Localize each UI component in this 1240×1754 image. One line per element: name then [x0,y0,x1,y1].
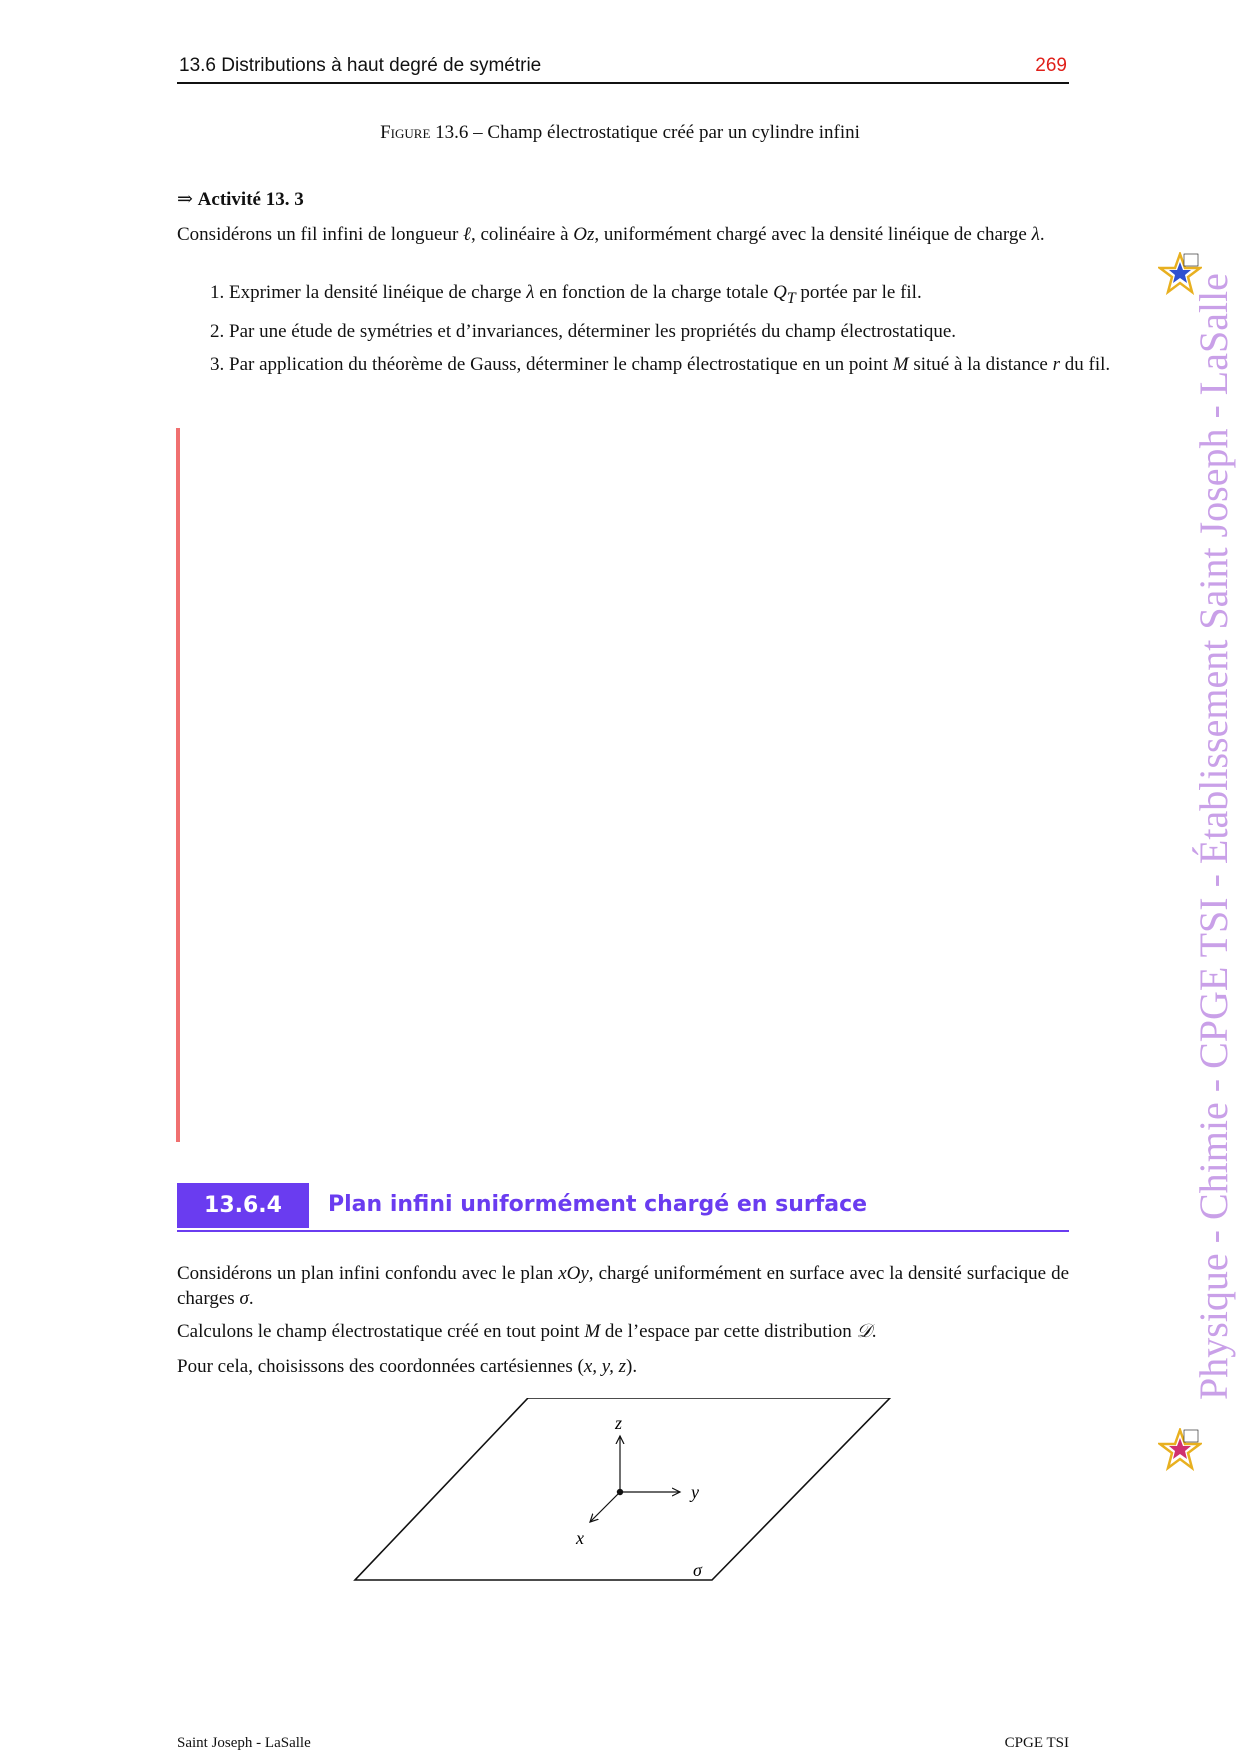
math-D: 𝒟 [856,1321,872,1342]
activity-task-list [177,280,1121,385]
x-axis-arrow [590,1492,620,1522]
text: portée par le fil. [795,282,922,303]
math-Q: Q [773,282,787,303]
implies-arrow: ⇒ [177,189,193,210]
text: Par une étude de symétries et d’invariances, déterminer les propriétés du champ électrostatique. [229,320,957,342]
text: ). [626,1356,638,1377]
math-r: r [1052,353,1060,375]
charged-plane-figure [350,1398,900,1598]
activity-intro [177,222,1069,247]
text: Pour cela, choisissons des coordonnées cartésiennes ( [177,1356,584,1377]
paragraph-field-computation [177,1319,1069,1344]
plane-outline [355,1398,890,1580]
text: . [248,1288,254,1309]
text: . [871,1321,877,1342]
text: de l’espace par cette distribution [600,1321,857,1342]
section-number-box [177,1183,309,1228]
footer-left: Saint Joseph - LaSalle [177,1735,311,1751]
paragraph-coordinates [177,1354,1069,1379]
text: , uniformément chargé avec la densité linéique de charge [594,224,1032,245]
z-axis-label: z [615,1413,623,1433]
text: Calculons le champ électrostatique créé en tout point [177,1321,585,1342]
text: situé à la distance [908,353,1053,375]
school-logo-star-icon [1158,252,1202,296]
math-M: M [892,353,909,375]
y-axis-label: y [691,1482,699,1502]
text: . [1039,224,1045,245]
math-xOy: xOy [558,1263,589,1284]
task-item-2 [229,319,1121,344]
figure-label: Figure [380,122,431,143]
footer-right: CPGE TSI [1004,1735,1069,1751]
figure-caption [0,122,1240,144]
math-lambda: λ [526,282,535,303]
text: , colinéaire à [470,224,574,245]
text: Par application du théorème de Gauss, déterminer le champ électrostatique en un point [229,353,893,375]
figure-number: 13.6 – [430,122,488,143]
page-number: 269 [1035,55,1067,76]
math-subscript-T: T [786,289,796,307]
figure-caption-text: Champ électrostatique créé par un cylindre infini [487,122,860,143]
text: Considérons un fil infini de longueur [177,224,464,245]
math-lambda: λ [1031,224,1040,245]
answer-space-bar [176,428,180,1142]
text: Exprimer la densité linéique de charge [229,282,527,303]
activity-title: Activité 13. 3 [197,189,304,210]
origin-point [617,1489,623,1495]
section-heading: Plan infini uniformément chargé en surface [328,1192,868,1217]
school-logo-star-icon [1158,1428,1202,1472]
section-rule [177,1230,1069,1232]
sigma-label: σ [693,1560,702,1580]
math-M: M [584,1321,601,1342]
task-item-3 [229,352,1121,377]
activity-heading [177,188,304,211]
text: du fil. [1060,353,1111,375]
x-axis-label: x [576,1528,584,1548]
math-ell: ℓ [463,224,471,245]
page-header [177,52,1069,84]
math-coords: x, y, z [583,1356,627,1377]
text: Considérons un plan infini confondu avec le plan [177,1263,559,1284]
section-title: 13.6 Distributions à haut degré de symétrie [179,55,542,76]
side-banner: Physique - Chimie - CPGE TSI - Établissement Saint Joseph - LaSalle [1191,273,1236,1400]
text: en fonction de la charge totale [534,282,774,303]
task-item-1 [229,280,1121,311]
paragraph-plane-definition [177,1261,1069,1311]
text: , chargé uniformément en surface avec la densité surfacique de charges [177,1263,1070,1309]
section-number: 13.6.4 [204,1193,282,1218]
math-sigma: σ [239,1288,249,1309]
math-Oz: Oz [573,224,595,245]
